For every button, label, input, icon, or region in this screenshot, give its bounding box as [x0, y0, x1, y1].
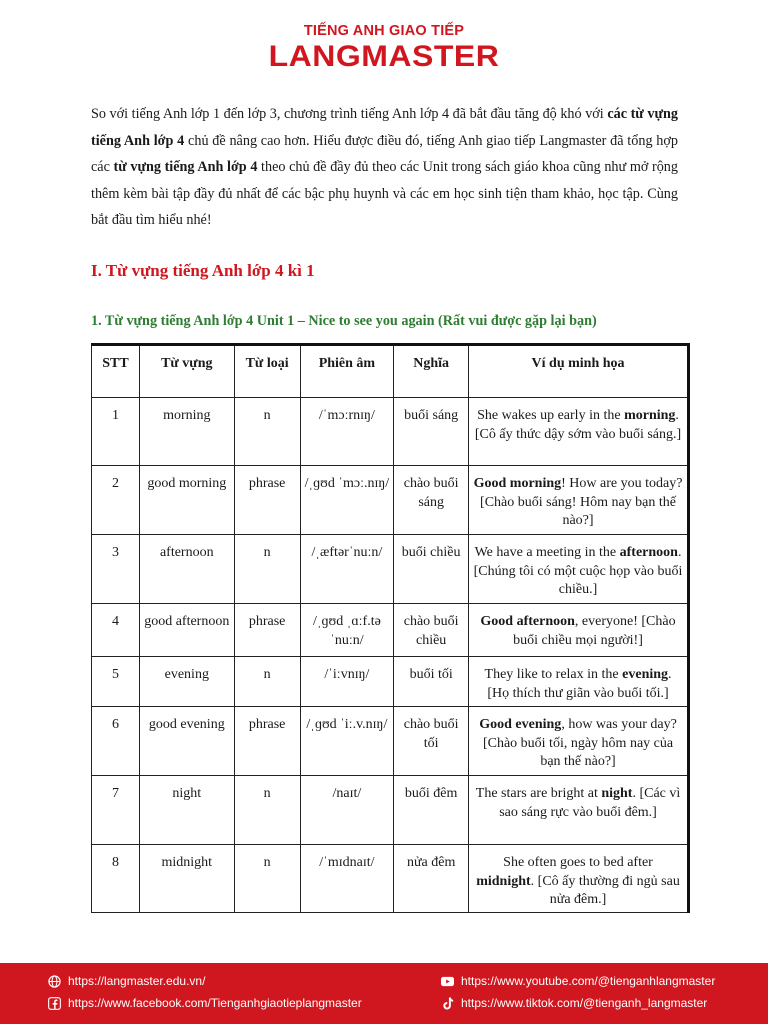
vocabulary-table: [91, 343, 690, 913]
row-pronunciation: /ˌɡʊd ˌɑːf.təˈnuːn/: [300, 604, 394, 657]
row-example: [469, 657, 689, 707]
row-word: afternoon: [139, 535, 234, 604]
row-example: [469, 845, 689, 913]
example-text: , everyone! [Chào buổi chiều mọi người!]: [513, 614, 676, 648]
row-example: [469, 707, 689, 776]
brand-logo: [0, 22, 768, 72]
row-stt: 8: [92, 845, 140, 913]
example-keyword: Good evening: [479, 717, 562, 732]
row-pronunciation: /ˌɡʊd ˈiː.v.nɪŋ/: [300, 707, 394, 776]
row-word: evening: [139, 657, 234, 707]
row-stt: 1: [92, 398, 140, 466]
footer-bar: [0, 963, 768, 1024]
table-row: [92, 535, 689, 604]
row-word: good evening: [139, 707, 234, 776]
header-word: Từ vựng: [139, 345, 234, 398]
youtube-icon: [441, 975, 454, 988]
row-pronunciation: /ˈmɪdnaɪt/: [300, 845, 394, 913]
row-word: night: [139, 776, 234, 845]
table-body: [92, 398, 689, 913]
row-stt: 7: [92, 776, 140, 845]
row-word: midnight: [139, 845, 234, 913]
table-row: [92, 776, 689, 845]
table-header-row: [92, 345, 689, 398]
example-text: . [Cô ấy thức dậy sớm vào buổi sáng.]: [474, 408, 682, 442]
intro-text-1: So với tiếng Anh lớp 1 đến lớp 3, chương trình tiếng Anh lớp 4 đã bắt đầu tăng độ khó với: [91, 106, 608, 122]
row-meaning: chào buổi sáng: [394, 466, 469, 535]
footer-facebook-link[interactable]: [48, 996, 362, 1010]
row-word: good afternoon: [139, 604, 234, 657]
example-keyword: morning: [624, 408, 676, 423]
row-stt: 6: [92, 707, 140, 776]
example-text: She wakes up early in the: [477, 408, 625, 423]
header-example: Ví dụ minh họa: [469, 345, 689, 398]
row-example: [469, 466, 689, 535]
table-row: [92, 845, 689, 913]
example-text: . [Các vì sao sáng rực vào buổi đêm.]: [499, 786, 681, 820]
row-word-type: n: [234, 845, 300, 913]
facebook-icon: [48, 997, 61, 1010]
brand-name: LANGMASTER: [268, 39, 500, 73]
example-keyword: midnight: [476, 873, 531, 889]
row-word: good morning: [139, 466, 234, 535]
row-word-type: phrase: [234, 604, 300, 657]
tiktok-icon: [441, 997, 454, 1010]
row-word-type: n: [234, 657, 300, 707]
example-text: They like to relax in the: [484, 667, 623, 682]
row-meaning: chào buổi tối: [394, 707, 469, 776]
row-stt: 5: [92, 657, 140, 707]
example-text: ! How are you today? [Chào buổi sáng! Hôm nay bạn thế nào?]: [480, 476, 683, 528]
row-example: [469, 604, 689, 657]
example-keyword: afternoon: [619, 545, 678, 560]
table-row: [92, 707, 689, 776]
row-meaning: nửa đêm: [394, 845, 469, 913]
example-text: . [Chúng tôi có một cuộc họp vào buổi chiều.]: [473, 545, 683, 597]
row-pronunciation: /ˌɡʊd ˈmɔː.nɪŋ/: [300, 466, 394, 535]
header-word-type: Từ loại: [234, 345, 300, 398]
footer-facebook-text: https://www.facebook.com/Tienganhgiaotieplangmaster: [68, 996, 362, 1010]
row-pronunciation: /naɪt/: [300, 776, 394, 845]
row-word-type: n: [234, 398, 300, 466]
footer-youtube-text: https://www.youtube.com/@tienganhlangmaster: [461, 974, 716, 988]
footer-youtube-link[interactable]: [441, 974, 715, 988]
brand-subtitle: TIẾNG ANH GIAO TIẾP: [303, 23, 465, 39]
footer-tiktok-link[interactable]: [441, 996, 707, 1010]
example-keyword: Good morning: [473, 476, 562, 491]
footer-tiktok-text: https://www.tiktok.com/@tienganh_langmaster: [461, 996, 708, 1010]
row-word-type: phrase: [234, 707, 300, 776]
section-heading: I. Từ vựng tiếng Anh lớp 4 kì 1: [91, 261, 315, 280]
table-row: [92, 466, 689, 535]
row-word: morning: [139, 398, 234, 466]
header-pronunciation: Phiên âm: [300, 345, 394, 398]
row-stt: 2: [92, 466, 140, 535]
row-meaning: buổi tối: [394, 657, 469, 707]
row-word-type: n: [234, 535, 300, 604]
intro-text-3: theo chủ đề đầy đủ theo các Unit trong sách giáo khoa cũng như mở rộng thêm kèm bài tập đầy đủ nhất để các bậc phụ huynh và các em học sinh tiện tham khảo, học tập. Cùng bắt đầu tìm hiểu nhé!: [91, 159, 678, 229]
example-text: We have a meeting in the: [474, 545, 620, 560]
footer-website-text: https://langmaster.edu.vn/: [68, 974, 206, 988]
row-word-type: n: [234, 776, 300, 845]
row-pronunciation: /ˈmɔːrnɪŋ/: [300, 398, 394, 466]
table-row: [92, 398, 689, 466]
example-text: . [Cô ấy thường đi ngủ sau nửa đêm.]: [530, 873, 680, 907]
row-meaning: buổi sáng: [394, 398, 469, 466]
row-meaning: buổi đêm: [394, 776, 469, 845]
row-example: [469, 398, 689, 466]
intro-bold-1: các từ vựng tiếng Anh lớp 4: [91, 106, 678, 149]
row-stt: 3: [92, 535, 140, 604]
example-text: . [Họ thích thư giãn vào buổi tối.]: [487, 667, 672, 701]
row-meaning: buổi chiều: [394, 535, 469, 604]
row-pronunciation: /ˈiːvnɪŋ/: [300, 657, 394, 707]
example-text: The stars are bright at: [475, 786, 602, 801]
example-text: , how was your day? [Chào buổi tối, ngày hôm nay của bạn thế nào?]: [482, 717, 677, 769]
footer-website-link[interactable]: [48, 974, 205, 988]
intro-bold-2: từ vựng tiếng Anh lớp 4: [113, 159, 258, 176]
row-meaning: chào buổi chiều: [394, 604, 469, 657]
example-keyword: Good afternoon: [480, 614, 575, 629]
row-pronunciation: /ˌæftərˈnuːn/: [300, 535, 394, 604]
intro-paragraph: [91, 101, 678, 234]
row-example: [469, 535, 689, 604]
table-row: [92, 657, 689, 707]
row-stt: 4: [92, 604, 140, 657]
header-stt: STT: [92, 345, 140, 398]
row-word-type: phrase: [234, 466, 300, 535]
example-keyword: night: [601, 786, 633, 801]
table-row: [92, 604, 689, 657]
intro-text-2: chủ đề nâng cao hơn. Hiểu được điều đó, tiếng Anh giao tiếp Langmaster đã tổng hợp các: [91, 132, 678, 176]
header-meaning: Nghĩa: [394, 345, 469, 398]
example-text: She often goes to bed after: [503, 855, 653, 870]
globe-icon: [48, 975, 61, 988]
example-keyword: evening: [622, 667, 669, 682]
unit-heading: 1. Từ vựng tiếng Anh lớp 4 Unit 1 – Nice to see you again (Rất vui được gặp lại bạn): [91, 313, 597, 329]
row-example: [469, 776, 689, 845]
